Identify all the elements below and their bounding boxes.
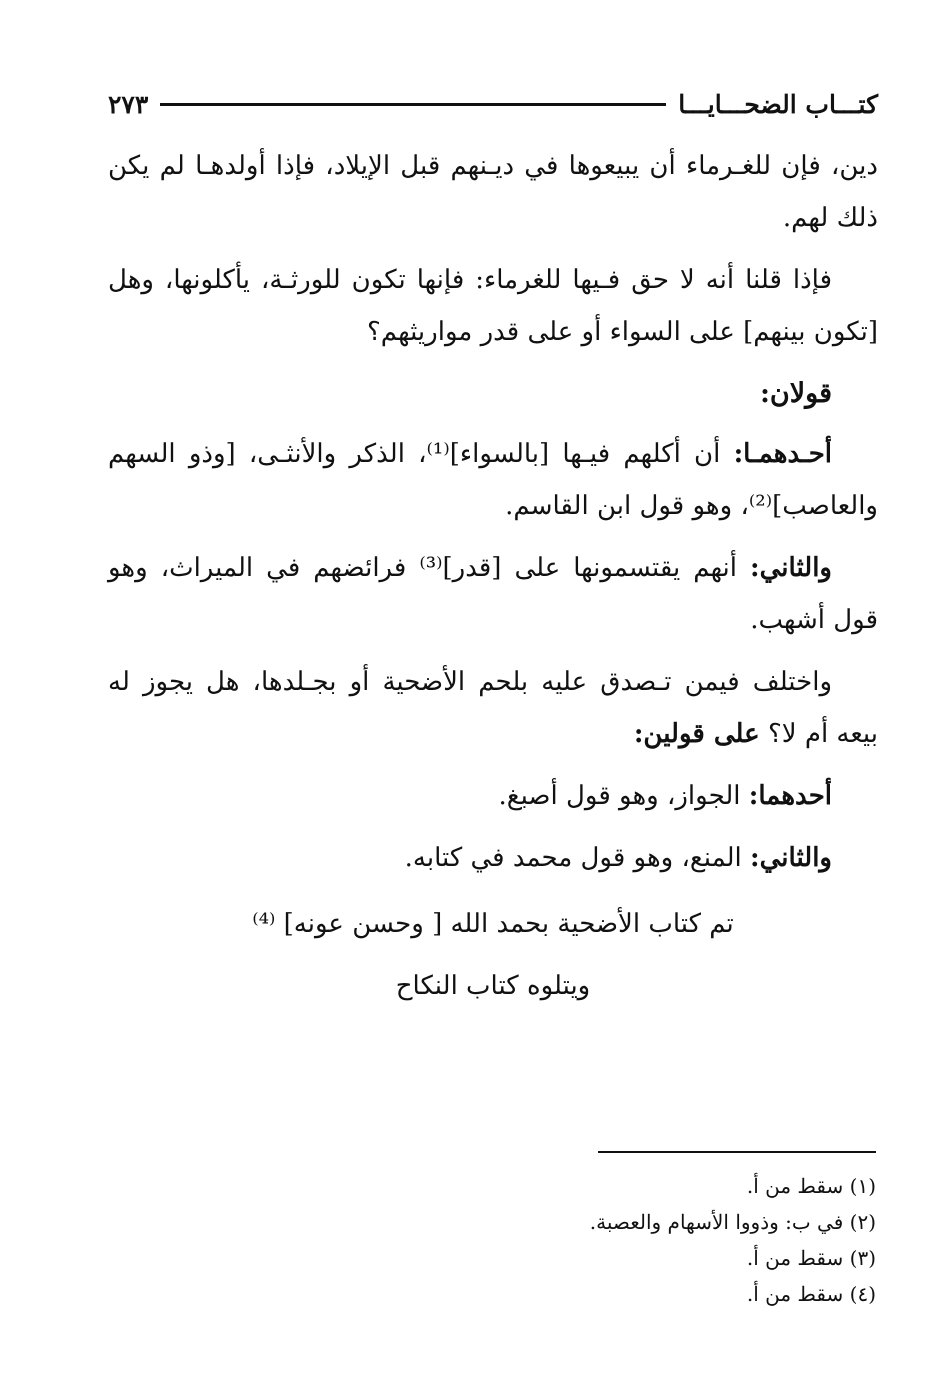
paragraph-4-lead: والثاني: — [750, 553, 832, 583]
closing-line-2: ويتلوه كتاب النكاح — [395, 971, 591, 1001]
paragraph-7-text: المنع، وهو قول محمد في كتابه. — [404, 843, 751, 873]
paragraph-1: دين، فإن للغـرماء أن يبيعوها في ديـنهم قبل الإيلاد، فإذا أولدهـا لم يكن ذلك لهم. — [108, 151, 878, 233]
paragraph-5-bold: على قولين: — [633, 719, 760, 749]
closing-line-1: تم كتاب الأضحية بحمد الله [ وحسن عونه] ⁽⁴⁾ — [252, 909, 734, 939]
paragraph-6 — [108, 770, 878, 822]
paragraph-6-lead: أحدهما: — [748, 781, 832, 811]
paragraph-2: فإذا قلنا أنه لا حق فـيها للغرماء: فإنها تكون للورثـة، يأكلونها، وهل [تكون بينهم] على السواء أو على قدر مواريثهم؟ — [108, 265, 878, 347]
paragraph-7-lead: والثاني: — [750, 843, 832, 873]
paragraph-5-text: واختلف فيمن تـصدق عليه بلحم الأضحية أو بجـلدها، هل يجوز له بيعه أم لا؟ — [108, 667, 878, 749]
paragraph-7 — [108, 832, 878, 884]
section-heading: قولان: — [759, 378, 832, 409]
paragraph-3-text: أن أكلهم فيـها [بالسواء]⁽¹⁾، الذكر والأنثـى، [وذو السهم والعاصب]⁽²⁾، وهو قول ابن القاسم. — [108, 439, 878, 521]
paragraph-4 — [108, 542, 878, 646]
footnote-3: (٣) سقط من أ. — [746, 1246, 876, 1270]
paragraph-3 — [108, 428, 878, 532]
header-title: كتـــاب الضحـــايـــا — [678, 89, 878, 119]
paragraph-4-text: أنهم يقتسمونها على [قدر]⁽³⁾ فرائضهم في الميراث، وهو قول أشهب. — [108, 553, 878, 635]
footnote-1: (١) سقط من أ. — [746, 1174, 876, 1198]
footnote-4: (٤) سقط من أ. — [746, 1282, 876, 1306]
paragraph-3-lead: أحـدهمـا: — [733, 439, 833, 469]
header-rule — [160, 103, 666, 106]
footnote-rule — [598, 1151, 876, 1153]
paragraph-6-text: الجواز، وهو قول أصبغ. — [498, 781, 749, 811]
body-text — [108, 140, 878, 1012]
paragraph-5 — [108, 656, 878, 760]
footnotes — [108, 1168, 876, 1312]
footnote-2: (٢) في ب: وذووا الأسهام والعصبة. — [589, 1210, 876, 1234]
running-header — [108, 84, 878, 124]
page-number: ٢٧٣ — [108, 89, 149, 119]
